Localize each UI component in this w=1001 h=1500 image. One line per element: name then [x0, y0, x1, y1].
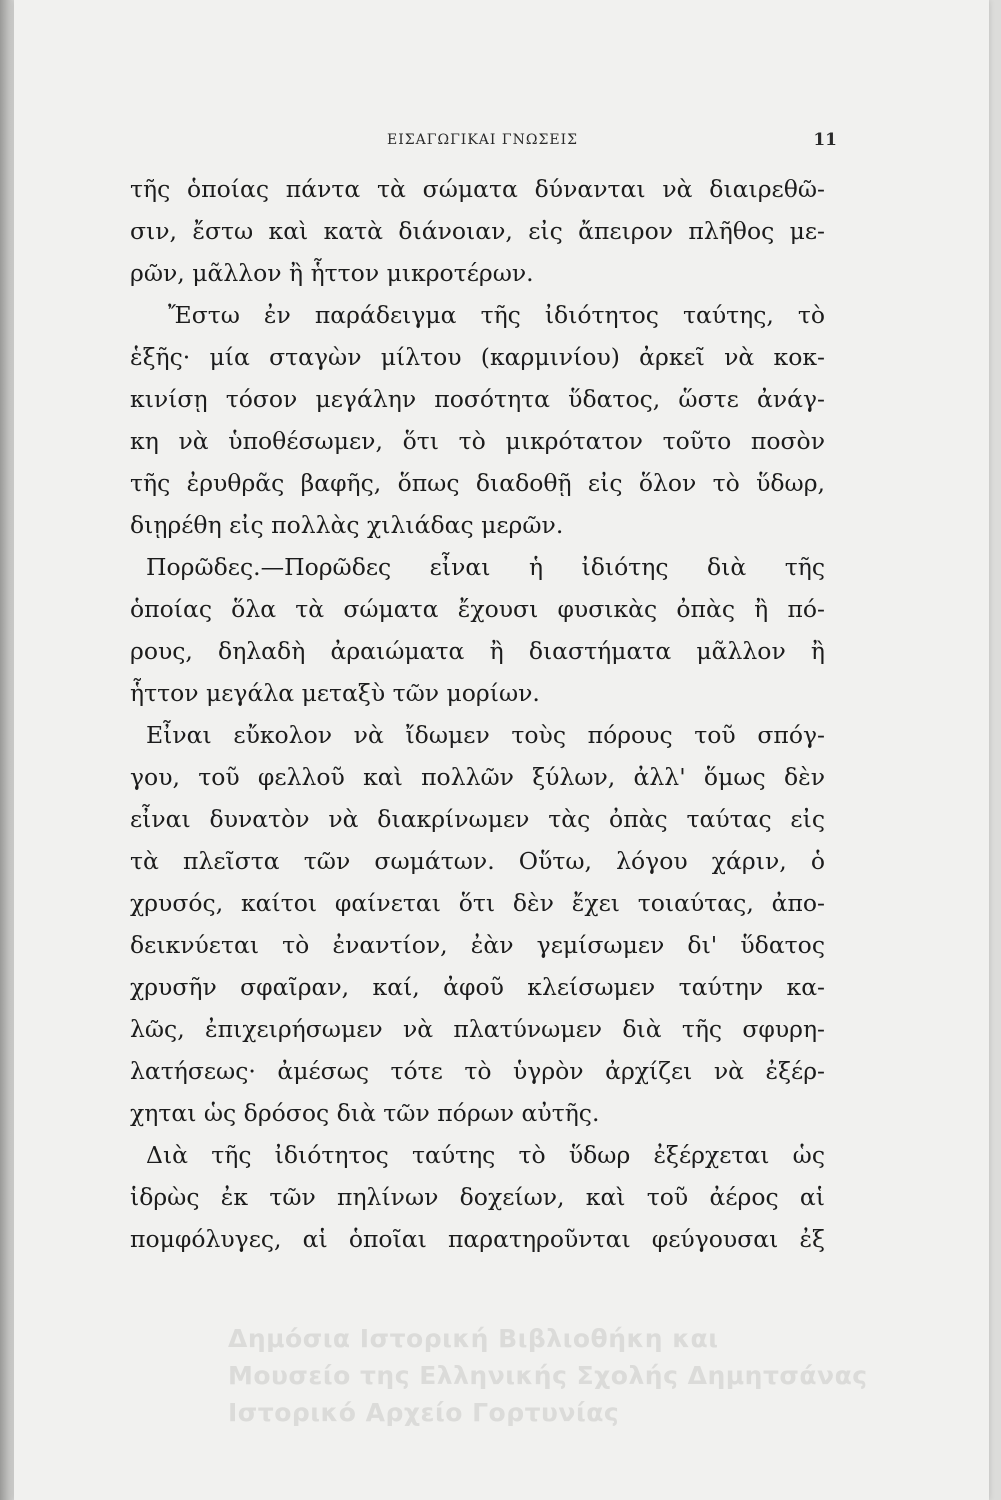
text-line: χηται ὡς δρόσος διὰ τῶν πόρων αὐτῆς. — [130, 1099, 600, 1127]
text-line: ἧττον μεγάλα μεταξὺ τῶν μορίων. — [130, 679, 540, 707]
text-line: τῆς ἐρυθρᾶς βαφῆς, ὅπως διαδοθῇ εἰς ὅλον τὸ ὕδωρ, — [130, 469, 825, 497]
text-line: ἱδρὼς ἐκ τῶν πηλίνων δοχείων, καὶ τοῦ ἀέρος αἱ — [130, 1183, 825, 1211]
text-line: δεικνύεται τὸ ἐναντίον, ἐὰν γεμίσωμεν δι' ὕδατος — [130, 931, 825, 959]
watermark-line: Ιστορικό Αρχείο Γορτυνίας — [228, 1398, 620, 1427]
text-line: λατήσεως· ἀμέσως τότε τὸ ὑγρὸν ἀρχίζει νὰ ἐξέρ- — [130, 1057, 825, 1085]
body-text — [130, 168, 825, 1260]
text-line: κη νὰ ὑποθέσωμεν, ὅτι τὸ μικρότατον τοῦτο ποσὸν — [130, 427, 825, 455]
running-title: ΕΙΣΑΓΩΓΙΚΑΙ ΓΝΩΣΕΙΣ — [387, 132, 578, 148]
text-line: χρυσός, καίτοι φαίνεται ὅτι δὲν ἔχει τοιαύτας, ἀπο- — [130, 889, 825, 917]
text-line: Πορῶδες.—Πορῶδες εἶναι ἡ ἰδιότης διὰ τῆς — [146, 553, 825, 581]
text-line: λῶς, ἐπιχειρήσωμεν νὰ πλατύνωμεν διὰ τῆς σφυρη- — [130, 1015, 825, 1043]
watermark-line: Δημόσια Ιστορική Βιβλιοθήκη και — [228, 1324, 719, 1353]
text-line: κινίσῃ τόσον μεγάλην ποσότητα ὕδατος, ὥστε ἀνάγ- — [130, 385, 825, 413]
watermark-line: Μουσείο της Ελληνικής Σχολής Δημητσάνας — [228, 1361, 868, 1390]
text-line: χρυσῆν σφαῖραν, καί, ἀφοῦ κλείσωμεν ταύτην κα- — [130, 973, 825, 1001]
text-line: γου, τοῦ φελλοῦ καὶ πολλῶν ξύλων, ἀλλ' ὅμως δὲν — [130, 763, 825, 791]
text-line: ρους, δηλαδὴ ἀραιώματα ἢ διαστήματα μᾶλλον ἢ — [130, 637, 825, 665]
text-line: τῆς ὁποίας πάντα τὰ σώματα δύνανται νὰ διαιρεθῶ- — [130, 175, 825, 203]
book-spine-shadow — [0, 0, 14, 1500]
text-line: Ἔστω ἐν παράδειγμα τῆς ἰδιότητος ταύτης, τὸ — [168, 301, 825, 329]
text-line: ἑξῆς· μία σταγὼν μίλτου (καρμινίου) ἀρκεῖ νὰ κοκ- — [130, 343, 825, 371]
text-line: ρῶν, μᾶλλον ἢ ἧττον μικροτέρων. — [130, 259, 534, 287]
library-watermark — [228, 1320, 968, 1431]
text-line: πομφόλυγες, αἱ ὁποῖαι παρατηροῦνται φεύγουσαι ἐξ — [130, 1225, 825, 1253]
page-number: 11 — [813, 130, 837, 150]
text-line: τὰ πλεῖστα τῶν σωμάτων. Οὕτω, λόγου χάριν, ὁ — [130, 847, 825, 875]
text-line: εἶναι δυνατὸν νὰ διακρίνωμεν τὰς ὀπὰς ταύτας εἰς — [130, 805, 825, 833]
text-line: Εἶναι εὔκολον νὰ ἴδωμεν τοὺς πόρους τοῦ σπόγ- — [146, 721, 825, 749]
text-line: Διὰ τῆς ἰδιότητος ταύτης τὸ ὕδωρ ἐξέρχεται ὡς — [146, 1141, 825, 1169]
text-line: σιν, ἔστω καὶ κατὰ διάνοιαν, εἰς ἄπειρον πλῆθος με- — [130, 217, 825, 245]
text-line: ὁποίας ὅλα τὰ σώματα ἔχουσι φυσικὰς ὀπὰς ἢ πό- — [130, 595, 825, 623]
running-head — [140, 130, 837, 154]
text-line: διῃρέθη εἰς πολλὰς χιλιάδας μερῶν. — [130, 511, 564, 539]
